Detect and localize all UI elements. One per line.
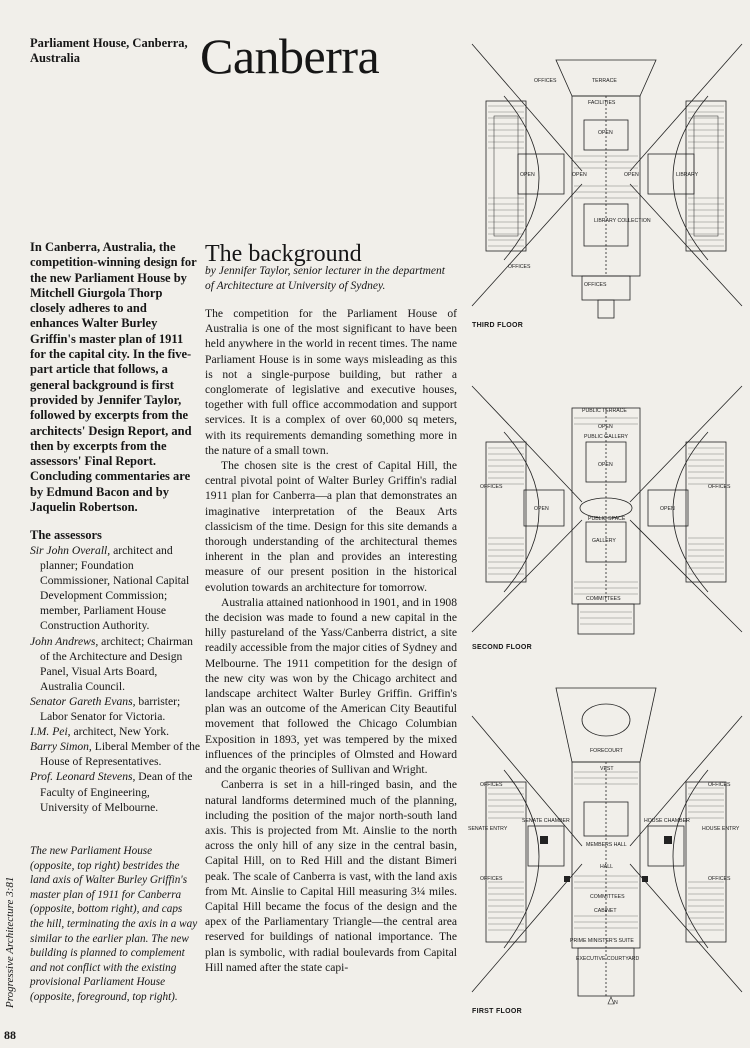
plan-label: OFFICES <box>534 78 557 84</box>
assessor-entry <box>30 724 200 739</box>
assessor-desc: architect; Chairman of the Architecture and Design Panel, Visual Arts Board, Australia Council. <box>40 634 193 693</box>
byline: by Jennifer Taylor, senior lecturer in the department of Architecture at University of Sydney. <box>205 265 445 292</box>
intro-text: In Canberra, Australia, the competition-winning design for the new Parliament House by Mitchell Giurgola Thorp closely adheres to and enhances Walter Burley Griffin's master plan of 1911 for the capital city. In the five-part article that follows, a general background is first provided by Jennifer Taylor, followed by excerpts from the architects' Design Report, and then by excerpts from the assessors' Final Report. Concluding commentaries are by Edmund Bacon and by Jaquelin Robertson. <box>30 240 197 515</box>
plan-label: OFFICES <box>708 876 731 882</box>
paragraph: Canberra is set in a hill-ringed basin, and the natural landforms determined much of the planning, including the position of the major north-south land axis. This is projected from Mt. Ainslie to the north across the only hill of any size in the central basin, Capital Hill, on to Red Hill and the distant Bimeri peak. The scale of Canberra is vast, with the land axis from Mt. Ainslie to Capital Hill measuring 3¼ miles. Capital Hill became the focus of the design and the apex of the Parliamentary Triangle—the central area reserved for buildings of national importance. The plan is symbolic, with radial boulevards from Capital Hill named after the state capi- <box>205 778 457 974</box>
plan-label: OFFICES <box>480 782 503 788</box>
plan-label: HOUSE ENTRY <box>702 826 740 832</box>
plan-label: OPEN <box>660 506 675 512</box>
assessor-desc: architect and planner; Foundation Commissioner, National Capital Development Commission; member, Parliament House Construction Authority. <box>40 544 190 633</box>
second-floor-drawing <box>464 382 746 644</box>
plan-label: EXECUTIVE COURTYARD <box>576 956 640 962</box>
paragraph: The chosen site is the crest of Capital Hill, the central pivotal point of Walter Burley Griffin's radial 1911 plan for Canberra—a plan that demonstrates an imaginative interpretation of the Beaux Arts classicism of the time. Design for this site demands a thorough understanding of the architectural themes inherent in the plan and provides an interesting measure of our present position in the historical evolution towards an architecture for tomorrow. <box>205 459 457 594</box>
plan-label: SENATE CHAMBER <box>522 818 570 824</box>
plan-label: OPEN <box>624 172 639 178</box>
plan-label: VEST <box>600 766 614 772</box>
paragraph: Australia attained nationhood in 1901, and in 1908 the decision was made to found a new capital in the hilly pastureland of the Yass/Canberra district, a site readily accessible from the major cities of Sydney and Melbourne. The 1911 competition for the design of the new city was won by the Chicago architect and landscape architect Walter Burley Griffin. Griffin's plan was an outcome of the American City Beautiful movement that followed the Chicago Columbian Exposition in 1893, yet was tempered by the mixed influences of the principles of Olmsted and Howard and the organic theories of Sullivan and Wright. <box>205 595 457 777</box>
assessor-desc: Dean of the Faculty of Engineering, University of Melbourne. <box>40 770 193 814</box>
assessor-name: Prof. Leonard Stevens, <box>30 770 136 784</box>
assessors-heading: The assessors <box>30 528 102 542</box>
assessor-desc: Liberal Member of the House of Representatives. <box>40 740 201 769</box>
north-arrow-label: N <box>614 1000 618 1006</box>
plan-label: OPEN <box>534 506 549 512</box>
plan-label: PUBLIC TERRACE <box>582 408 627 414</box>
article-body <box>205 306 457 975</box>
assessor-desc: barrister; Labor Senator for Victoria. <box>40 694 181 724</box>
figure-caption: The new Parliament House (opposite, top right) bestrides the land axis of Walter Burley Griffin's master plan of 1911 for Canberra (opposite, bottom right), and caps the hill, terminating the axis in a way similar to the earlier plan. The new building is planned to complement and not conflict with the existing provisional Parliament House (opposite, foreground, top right). <box>30 845 198 1003</box>
plan-label: HALL <box>600 864 613 870</box>
paragraph: The competition for the Parliament House of Australia is one of the most significant to have been held anywhere in the world in recent times. The name Parliament House is in some ways misleading as this is not a single-purpose building, but rather a conglomerate of legislative and executive houses, together with full office accommodation and support services. It is a complex of over 60,000 sq meters, with its requirements demanding something more in the nature of a small town. <box>205 307 457 457</box>
assessor-entry <box>30 769 200 814</box>
plan-label: LIBRARY COLLECTION <box>594 218 651 224</box>
plan-label: COMMITTEES <box>590 894 625 900</box>
plan-label: OFFICES <box>584 282 607 288</box>
assessor-name: I.M. Pei, <box>30 725 71 739</box>
floor-label: SECOND FLOOR <box>472 644 532 651</box>
floor-label: FIRST FLOOR <box>472 1008 522 1015</box>
journal-credit: Progressive Architecture 3:81 <box>4 876 16 1008</box>
third-floor-drawing <box>464 36 746 322</box>
assessor-entry <box>30 634 200 694</box>
plan-label: GALLERY <box>592 538 616 544</box>
assessor-entry <box>30 739 200 769</box>
intro-paragraph <box>30 240 198 515</box>
plan-label: FORECOURT <box>590 748 623 754</box>
plan-label: OFFICES <box>480 876 503 882</box>
plan-label: PUBLIC GALLERY <box>584 434 629 440</box>
plan-label: OFFICES <box>480 484 503 490</box>
plan-label: COMMITTEES <box>586 596 621 602</box>
plan-label: OFFICES <box>708 484 731 490</box>
assessor-desc: architect, New York. <box>70 725 170 739</box>
third-floor-plan <box>464 36 746 332</box>
plan-label: TERRACE <box>592 78 617 84</box>
floor-label: THIRD FLOOR <box>472 322 524 329</box>
plan-label: HOUSE CHAMBER <box>644 818 690 824</box>
assessors-list <box>30 543 200 815</box>
section-heading: The background <box>205 241 362 267</box>
location-label: Parliament House, Canberra, Australia <box>30 36 188 65</box>
plan-label: MEMBERS HALL <box>586 842 627 848</box>
plan-label: OPEN <box>598 424 613 430</box>
first-floor-plan <box>464 686 746 1024</box>
plan-label: OFFICES <box>508 264 531 270</box>
page-title: Canberra <box>200 28 380 84</box>
plan-label: PRIME MINISTER'S SUITE <box>570 938 634 944</box>
plan-label: OPEN <box>598 130 613 136</box>
plan-label: OPEN <box>598 462 613 468</box>
assessor-name: Sir John Overall, <box>30 544 111 557</box>
assessor-name: Barry Simon, <box>30 740 92 754</box>
plan-label: PUBLIC SPACE <box>588 516 626 522</box>
assessor-entry <box>30 694 200 724</box>
second-floor-plan <box>464 382 746 658</box>
plan-label: SENATE ENTRY <box>468 826 508 832</box>
first-floor-drawing <box>464 686 746 1008</box>
assessor-name: John Andrews, <box>30 634 99 648</box>
plan-label: OPEN <box>572 172 587 178</box>
plan-label: OFFICES <box>708 782 731 788</box>
assessor-name: Senator Gareth Evans, <box>30 694 136 708</box>
plan-label: LIBRARY <box>676 172 699 178</box>
plan-label: FACILITIES <box>588 100 616 106</box>
plan-label: OPEN <box>520 172 535 178</box>
plan-label: CABINET <box>594 908 617 914</box>
assessor-entry <box>30 543 200 634</box>
page-number: 88 <box>4 1028 16 1042</box>
